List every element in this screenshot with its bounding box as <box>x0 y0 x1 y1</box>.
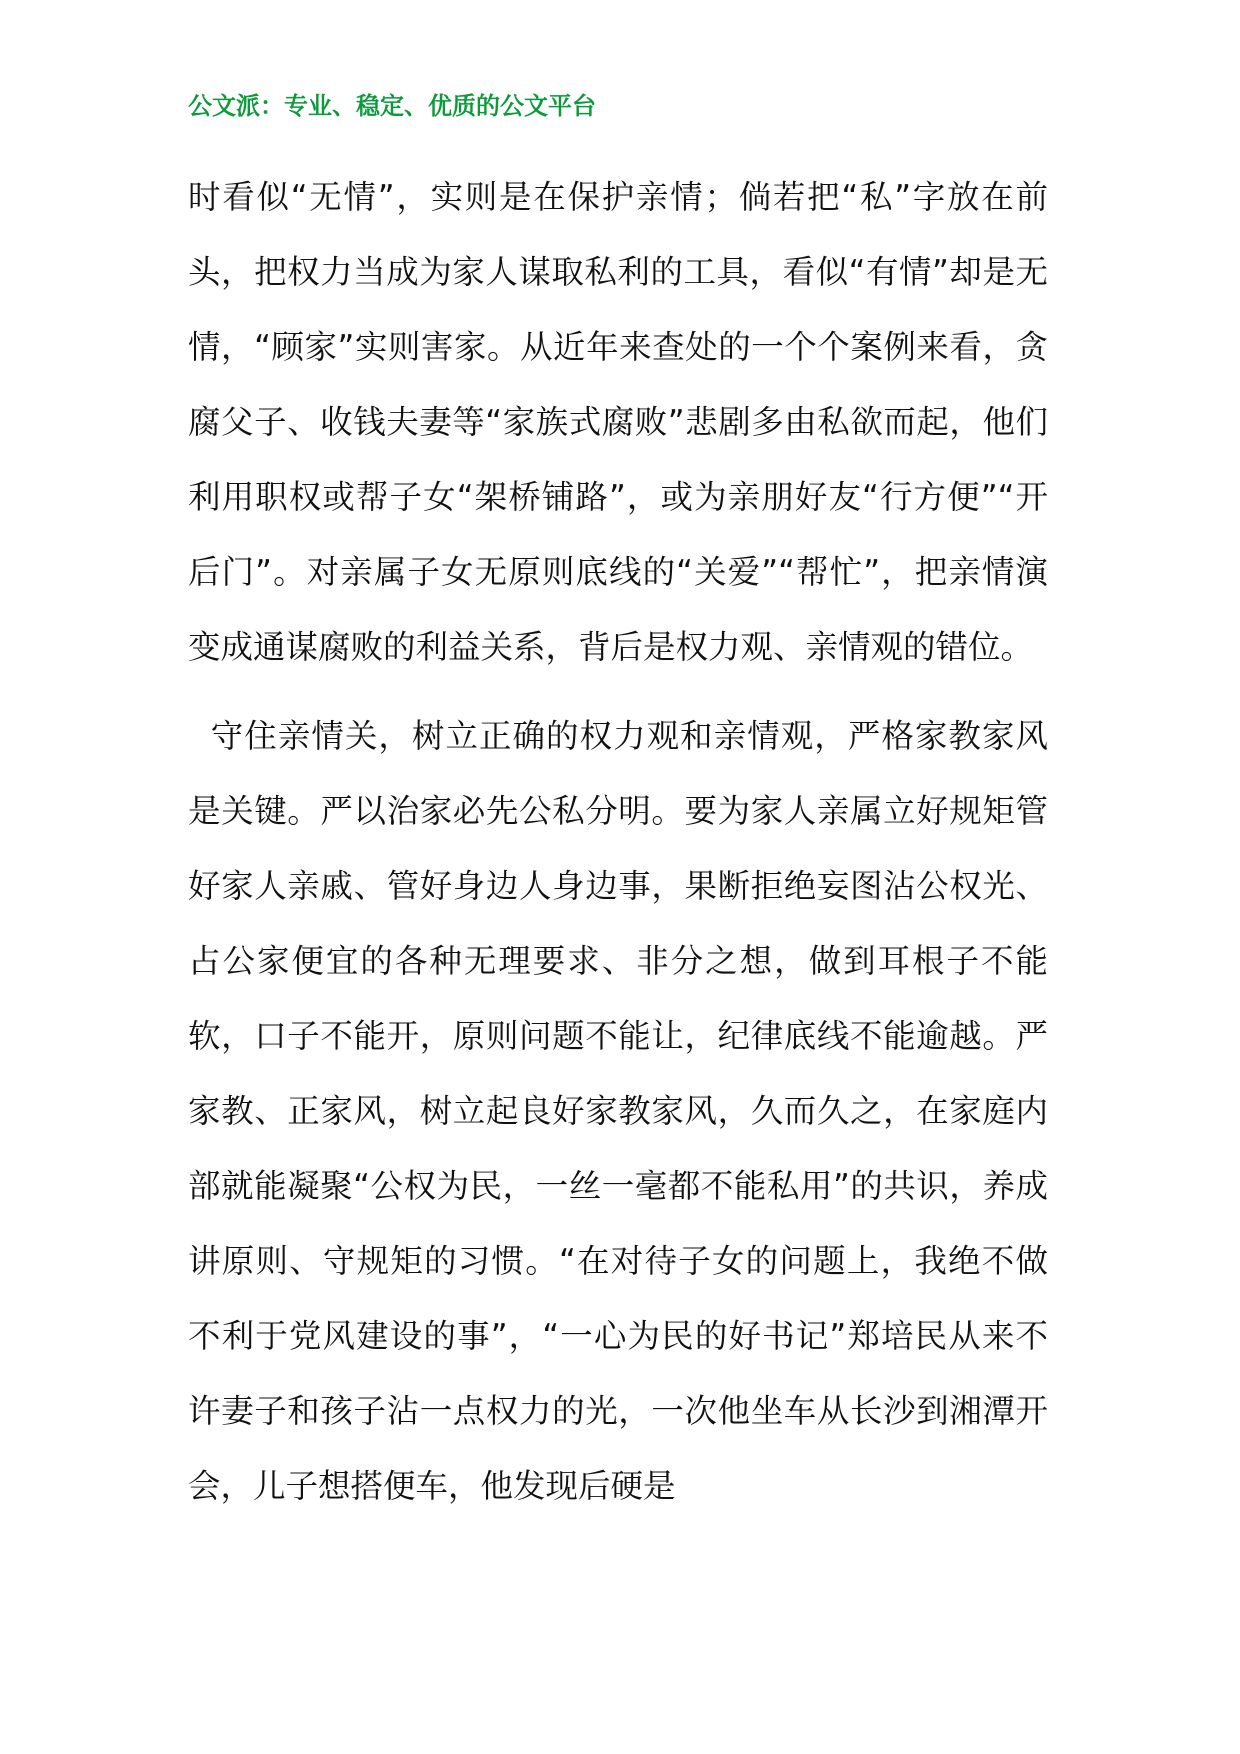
body-paragraph-2: 守住亲情关，树立正确的权力观和亲情观，严格家教家风是关键。严以治家必先公私分明。要为家人亲属立好规矩管好家人亲戚、管好身边人身边事，果断拒绝妄图沾公权光、占公家便宜的各种无理要求、非分之想，做到耳根子不能软，口子不能开，原则问题不能让，纪律底线不能逾越。严家教、正家风，树立起良好家教家风，久而久之，在家庭内部就能凝聚“公权为民，一丝一毫都不能私用”的共识，养成讲原则、守规矩的习惯。“在对待子女的问题上，我绝不做不利于党风建设的事”，“一心为民的好书记”郑培民从来不许妻子和孩子沾一点权力的光，一次他坐车从长沙到湘潭开会，儿子想搭便车，他发现后硬是 <box>188 717 1048 1505</box>
page-header: 公文派：专业、稳定、优质的公文平台 <box>188 92 596 120</box>
document-body <box>188 160 1048 1524</box>
body-paragraph-1: 时看似“无情”，实则是在保护亲情；倘若把“私”字放在前头，把权力当成为家人谋取私利的工具，看似“有情”却是无情，“顾家”实则害家。从近年来查处的一个个案例来看，贪腐父子、收钱夫妻等“家族式腐败”悲剧多由私欲而起，他们利用职权或帮子女“架桥铺路”，或为亲朋好友“行方便”“开后门”。对亲属子女无原则底线的“关爱”“帮忙”，把亲情演变成通谋腐败的利益关系，背后是权力观、亲情观的错位。 <box>188 178 1048 666</box>
